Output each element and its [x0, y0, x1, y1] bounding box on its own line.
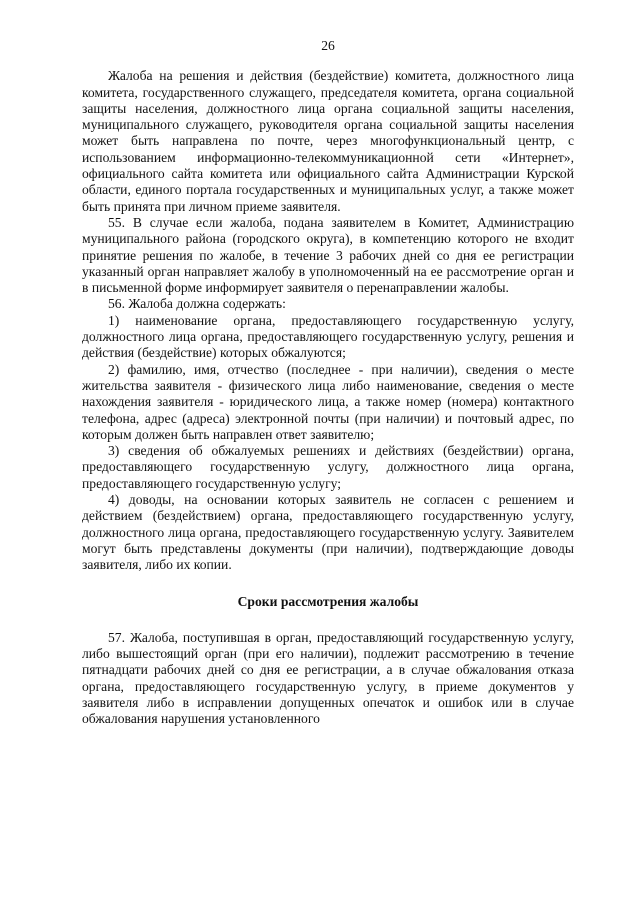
- paragraph-55: 55. В случае если жалоба, подана заявителем в Комитет, Администрацию муниципального района (городского округа), в компетенцию которого не входит принятие решения по жалобе, в течение 3 рабочих дней со дня ее регистрации указанный орган направляет жалобу в уполномоченный на ее рассмотрение орган и в письменной форме информирует заявителя о перенаправлении жалобы.: [82, 214, 574, 296]
- document-page: [82, 38, 574, 728]
- list-item-1: 1) наименование органа, предоставляющего государственную услугу, должностного лица органа, предоставляющего государственную услугу, решения и действия (бездействие) которых обжалуются;: [82, 312, 574, 361]
- paragraph-57: 57. Жалоба, поступившая в орган, предоставляющий государственную услугу, либо вышестоящий орган (при его наличии), подлежит рассмотрению в течение пятнадцати рабочих дней со дня ее регистрации, а в случае обжалования отказа органа, предоставляющего государственную услугу, в приеме документов у заявителя либо в исправлении допущенных опечаток и ошибок или в случае обжалования нарушения установленного: [82, 629, 574, 727]
- list-item-4: 4) доводы, на основании которых заявитель не согласен с решением и действием (бездействием) органа, предоставляющего государственную услугу, должностного лица органа, предоставляющего государственную услугу. Заявителем могут быть представлены документы (при наличии), подтверждающие доводы заявителя, либо их копии.: [82, 492, 574, 573]
- section-heading: Сроки рассмотрения жалобы: [237, 593, 419, 609]
- list-item-3: 3) сведения об обжалуемых решениях и действиях (бездействии) органа, предоставляющего государственную услугу, должностного лица органа, предоставляющего государственную услугу;: [82, 443, 574, 491]
- list-item-2: 2) фамилию, имя, отчество (последнее - при наличии), сведения о месте жительства заявителя - физического лица либо наименование, сведения о месте нахождения заявителя - юридического лица, а также номер (номера) контактного телефона, адрес (адреса) электронной почты (при наличии) и почтовый адрес, по которым должен быть направлен ответ заявителю;: [82, 361, 574, 442]
- paragraph-complaint-submission: Жалоба на решения и действия (бездействие) комитета, должностного лица комитета, государственного служащего, председателя комитета, органа социальной защиты населения, должностного лица органа социальной защиты населения, муниципального служащего, руководителя органа социальной защиты населения может быть направлена по почте, через многофункциональный центр, с использованием информационно-телекоммуникационной сети «Интернет», официального сайта комитета или официального сайта Администрации Курской области, единого портала государственных и муниципальных услуг, а также может быть принята при личном приеме заявителя.: [82, 68, 574, 214]
- paragraph-56: 56. Жалоба должна содержать:: [108, 296, 286, 312]
- page-number: 26: [321, 38, 335, 53]
